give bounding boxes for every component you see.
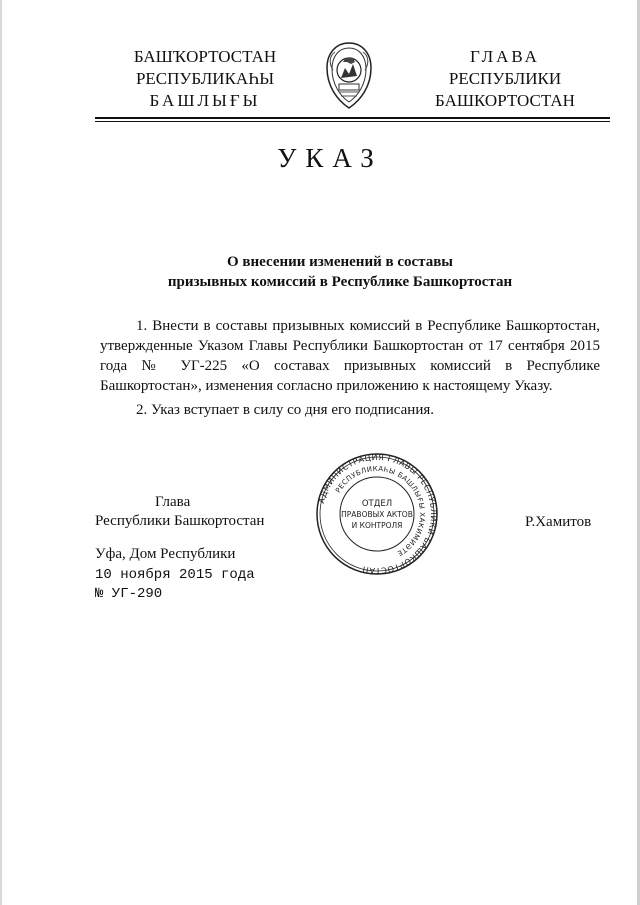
header-right-line3: БАШКОРТОСТАН [435,91,575,110]
header-left-line3: БАШЛЫҒЫ [149,91,261,110]
seal-center-line1: ОТДЕЛ [361,499,393,509]
document-body [100,316,600,420]
header-left-line2: РЕСПУБЛИКАҺЫ [135,69,275,88]
signatory-name: Р.Хамитов [525,514,592,530]
bashkortostan-emblem-icon [319,40,379,112]
seal-center-line3: И КОНТРОЛЯ [351,521,403,530]
header-right-line2: РЕСПУБЛИКИ [448,69,562,88]
place-of-signing: Уфа, Дом Республики [95,546,236,562]
header-rule-thick [95,117,610,119]
signature-title [95,493,264,531]
stamp-seal-icon [315,452,439,576]
header-bashkir [110,46,300,112]
document-number: № УГ-290 [95,586,163,602]
body-paragraph-1: 1. Внести в составы призывных комиссий в Республике Башкортостан, утвержденные Указом Главы Республики Башкортостан от 17 сентября 2015 года № УГ-225 «О составах призывных комиссий в Республике Башкортостан», изменения согласно приложению к настоящему Указу. [100,318,600,394]
document-date: 10 ноября 2015 года [95,567,255,583]
seal-center-line2: ПРАВОВЫХ АКТОВ [341,510,413,519]
document-title-line2: призывных комиссий в Республике Башкортостан [167,274,513,290]
body-paragraph-2: 2. Указ вступает в силу со дня его подписания. [136,402,434,418]
signature-title-line1: Глава [155,494,191,510]
seal-outer-text: АДМИНИСТРАЦИЯ ГЛАВЫ РЕСПУБЛИКИ БАШКОРТОСТАН [317,452,439,576]
header-left-line1: БАШҠОРТОСТАН [133,47,277,66]
document-type: УКАЗ [277,143,383,173]
document-title-line1: О внесении изменений в составы [226,254,454,270]
signature-title-line2: Республики Башкортостан [95,513,265,529]
seal-inner-text: РЕСПУБЛИКАҺЫ БАШЛЫҒЫ ХАКИМИӘТЕ [334,464,427,558]
header-right-line1: ГЛАВА [470,47,540,66]
document-date-number [95,566,255,604]
page-edge-left [0,0,2,905]
header-rule-thin [95,121,610,122]
header-russian [410,46,600,112]
document-title [140,252,540,292]
